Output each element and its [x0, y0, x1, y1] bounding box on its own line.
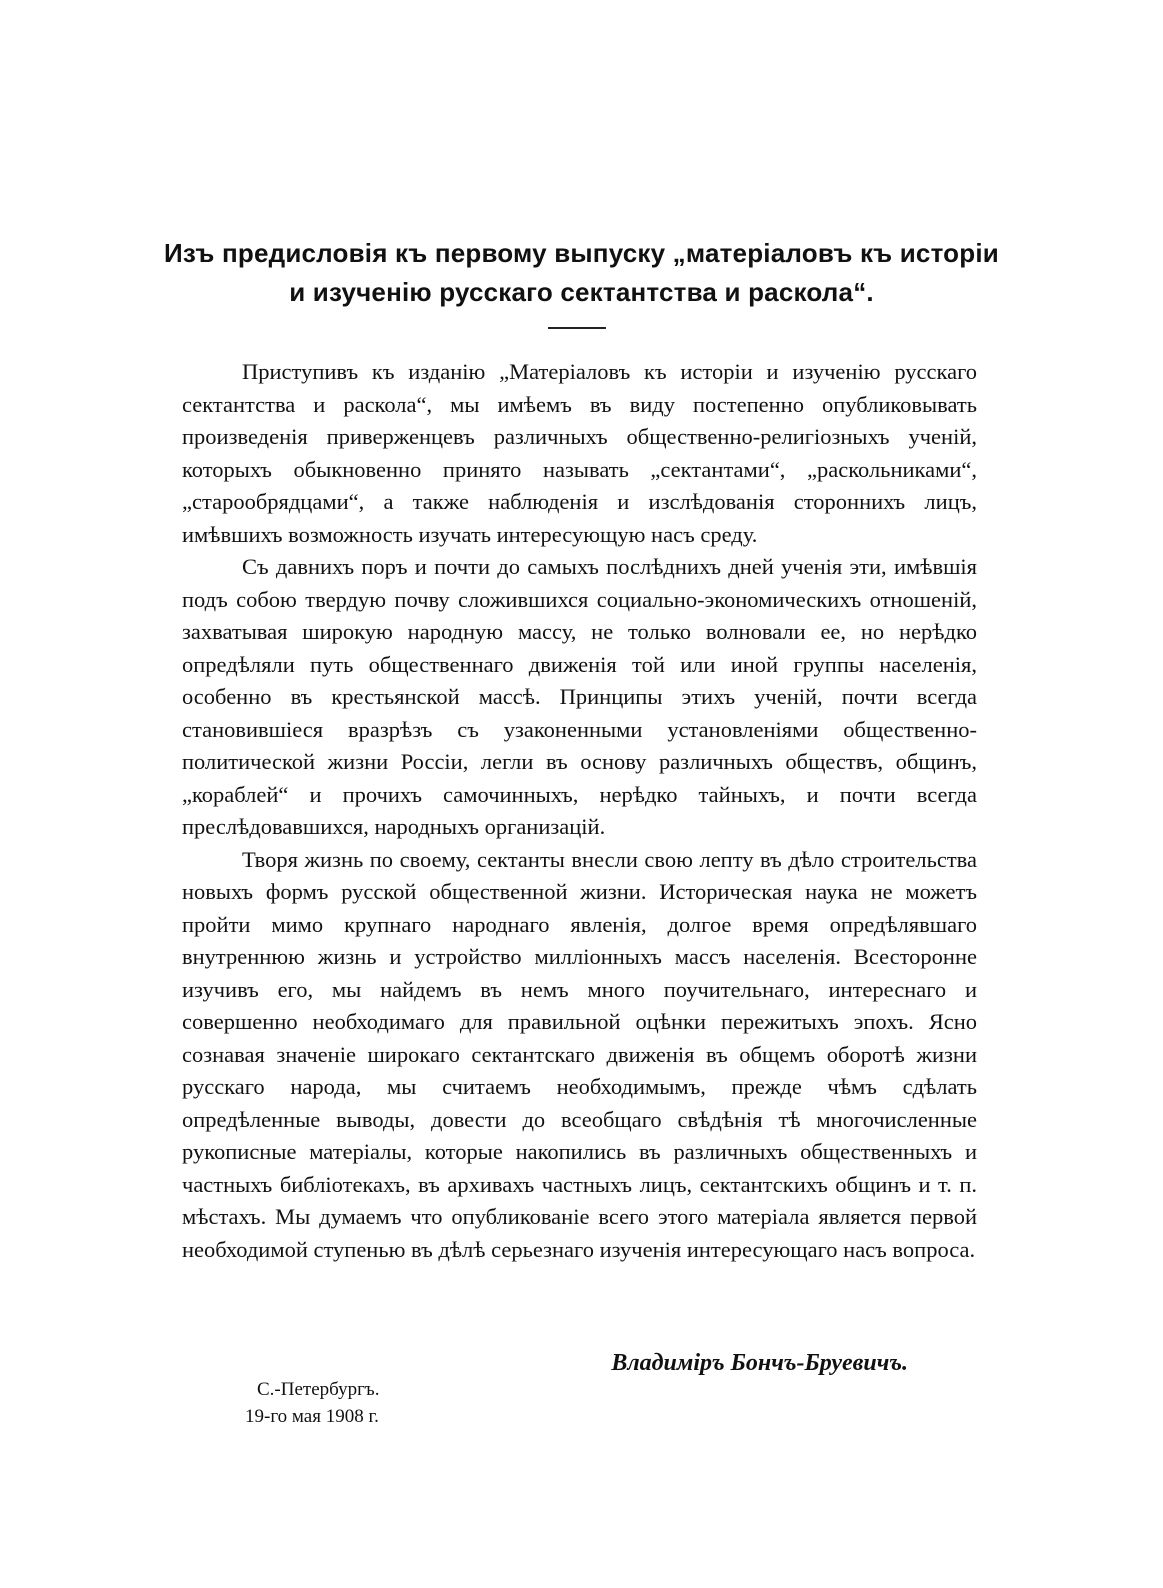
- title-divider: [548, 327, 606, 329]
- paragraph-1: Приступивъ къ изданію „Матеріаловъ къ исторіи и изученію русскаго сектантства и раскола“, мы имѣемъ въ виду постепенно опубликовывать произведенія приверженцевъ различныхъ общественно-религіозныхъ ученій, которыхъ обыкновенно принято называть „сектантами“, „раскольниками“, „старообрядцами“, а также наблюденія и изслѣдованія стороннихъ лицъ, имѣвшихъ возможность изучать интересующую насъ среду.: [182, 359, 977, 547]
- paragraph-2: Съ давнихъ поръ и почти до самыхъ послѣднихъ дней ученія эти, имѣвшія подъ собою твердую почву сложившихся социально-экономическихъ отношеній, захватывая широкую народную массу, не только волновали ее, но нерѣдко опредѣляли путь общественнаго движенія той или иной группы населенія, особенно въ крестьянской массѣ. Принципы этихъ ученій, почти всегда становившіеся вразрѣзъ съ узаконенными установленіями общественно-политической жизни Россіи, легли въ основу различныхъ обществъ, общинъ, „кораблей“ и прочихъ самочинныхъ, нерѣдко тайныхъ, и почти всегда преслѣдовавшихся, народныхъ организацій.: [182, 554, 977, 839]
- page-title: [150, 234, 1013, 312]
- date-line: 19-го мая 1908 г.: [245, 1406, 379, 1427]
- place-name: С.-Петербургъ.: [257, 1379, 380, 1400]
- title-line-1: Изъ предисловія къ первому выпуску „матеріаловъ къ исторіи: [164, 238, 999, 268]
- preface-body: [182, 356, 977, 1266]
- author-signature: Владиміръ Бончъ-Бруевичъ.: [611, 1350, 908, 1376]
- title-line-2: и изученію русскаго сектантства и раскола“.: [289, 277, 874, 307]
- paragraph-3: Творя жизнь по своему, сектанты внесли свою лепту въ дѣло строительства новыхъ формъ русской общественной жизни. Историческая наука не можетъ пройти мимо крупнаго народнаго явленія, долгое время опредѣлявшаго внутреннюю жизнь и устройство милліонныхъ массъ населенія. Всесторонне изучивъ его, мы найдемъ въ немъ много поучительнаго, интереснаго и совершенно необходимаго для правильной оцѣнки пережитыхъ эпохъ. Ясно сознавая значеніе широкаго сектантскаго движенія въ общемъ оборотѣ жизни русскаго народа, мы считаемъ необходимымъ, прежде чѣмъ сдѣлать опредѣленные выводы, довести до всеобщаго свѣдѣнія тѣ многочисленные рукописные матеріалы, которые накопились въ различныхъ общественныхъ и частныхъ библіотекахъ, въ архивахъ частныхъ лицъ, сектантскихъ общинъ и т. п. мѣстахъ. Мы думаемъ что опубликованіе всего этого матеріала является первой необходимой ступенью въ дѣлѣ серьезнаго изученія интересующаго насъ вопроса.: [182, 846, 977, 1262]
- place-and-date: [235, 1376, 455, 1430]
